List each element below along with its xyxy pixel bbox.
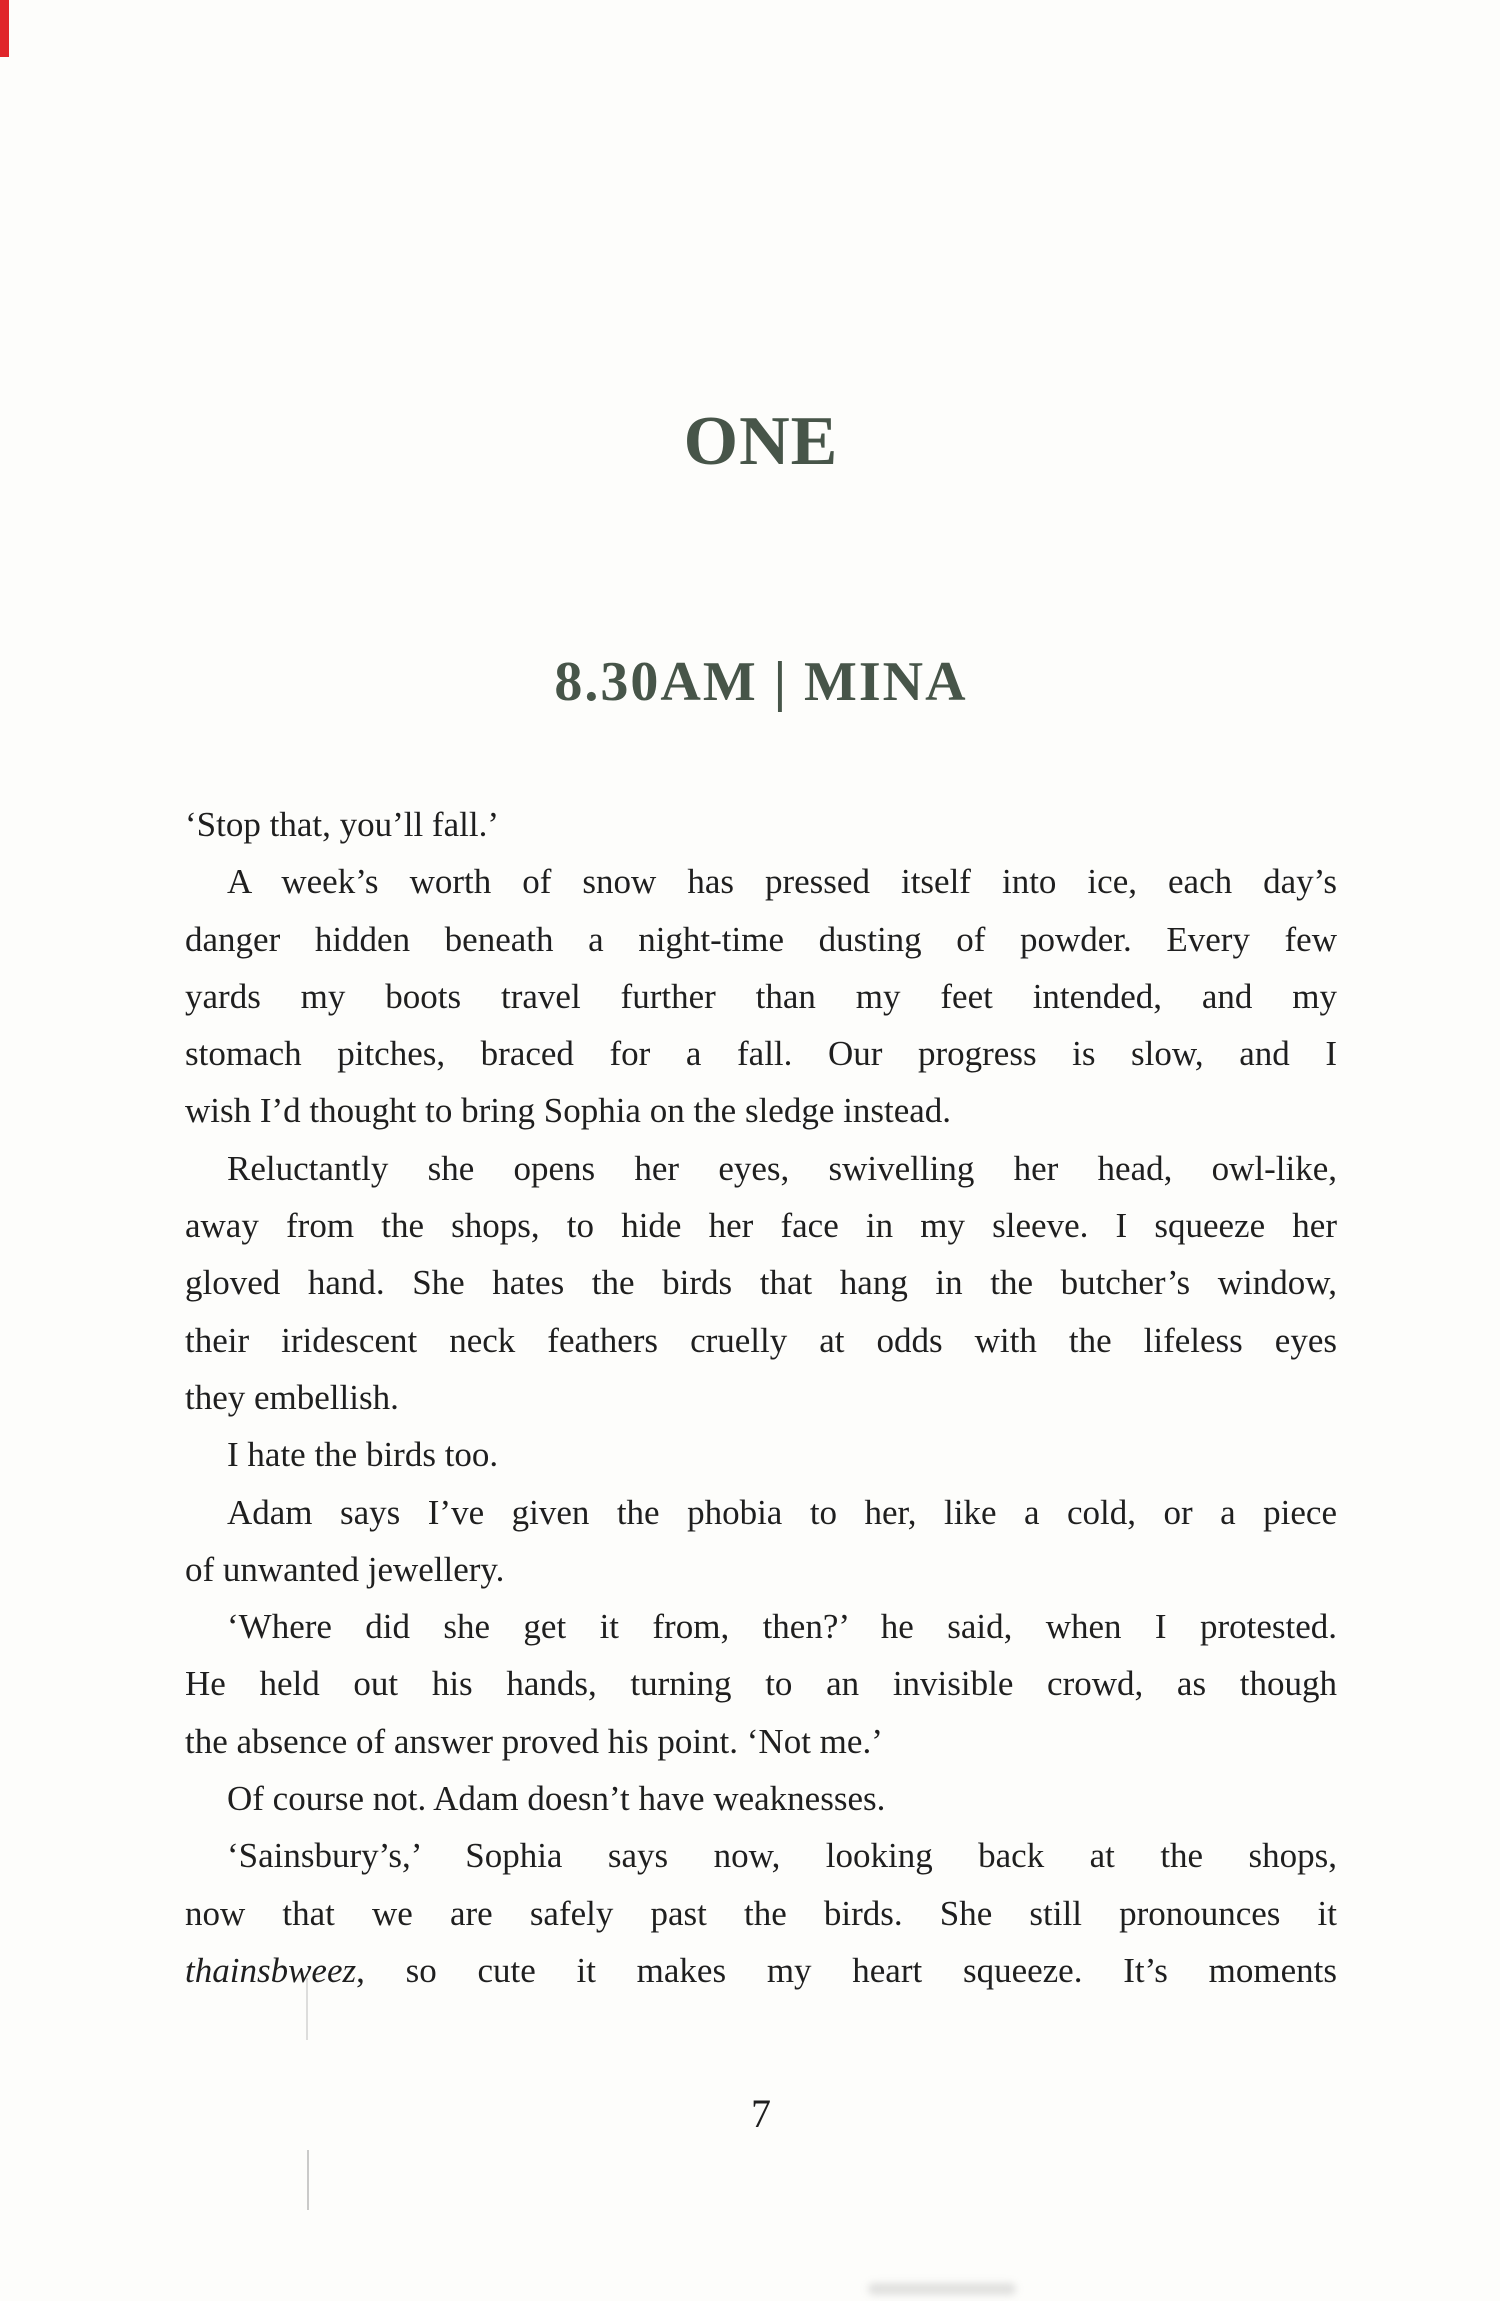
body-text-line: they embellish. xyxy=(185,1377,399,1417)
body-text-line: Reluctantly she opens her eyes, swivelling her head, owl-like, xyxy=(227,1148,1337,1188)
body-text-line: thainsbweez, so cute it makes my heart squeeze. It’s moments xyxy=(185,1950,1337,1990)
scan-artifact-line xyxy=(306,1978,308,2040)
body-text-line: yards my boots travel further than my feet intended, and my xyxy=(185,976,1337,1016)
scan-smudge xyxy=(868,2283,1016,2295)
page-number: 7 xyxy=(751,2091,771,2136)
scan-edge-red-mark xyxy=(0,0,9,57)
body-text-line: ‘Where did she get it from, then?’ he said, when I protested. xyxy=(227,1607,1337,1647)
body-text xyxy=(185,796,1337,1999)
body-text-line: now that we are safely past the birds. She still pronounces it xyxy=(185,1893,1337,1933)
body-text-line: wish I’d thought to bring Sophia on the sledge instead. xyxy=(185,1091,952,1131)
body-text-line: Adam says I’ve given the phobia to her, like a cold, or a piece xyxy=(227,1492,1337,1532)
body-text-line: I hate the birds too. xyxy=(227,1435,499,1475)
body-text-line: ‘Stop that, you’ll fall.’ xyxy=(185,805,499,844)
body-text-line: Of course not. Adam doesn’t have weaknesses. xyxy=(227,1779,886,1819)
body-text-line: gloved hand. She hates the birds that hang in the butcher’s window, xyxy=(185,1263,1337,1303)
chapter-title: ONE xyxy=(683,403,839,480)
body-text-line: away from the shops, to hide her face in my sleeve. I squeeze her xyxy=(185,1206,1337,1246)
body-text-line: their iridescent neck feathers cruelly at odds with the lifeless eyes xyxy=(185,1320,1337,1360)
body-text-line: He held out his hands, turning to an invisible crowd, as though xyxy=(185,1664,1337,1704)
section-heading: 8.30AM | MINA xyxy=(554,651,968,713)
body-text-line: stomach pitches, braced for a fall. Our progress is slow, and I xyxy=(185,1034,1337,1074)
body-text-line: danger hidden beneath a night-time dusting of powder. Every few xyxy=(185,919,1337,959)
body-text-line: ‘Sainsbury’s,’ Sophia says now, looking back at the shops, xyxy=(227,1836,1337,1876)
scan-artifact-line xyxy=(307,2150,309,2210)
body-text-line: the absence of answer proved his point. ‘Not me.’ xyxy=(185,1721,883,1761)
body-text-line: of unwanted jewellery. xyxy=(185,1549,505,1589)
body-text-line: A week’s worth of snow has pressed itself into ice, each day’s xyxy=(227,862,1337,902)
